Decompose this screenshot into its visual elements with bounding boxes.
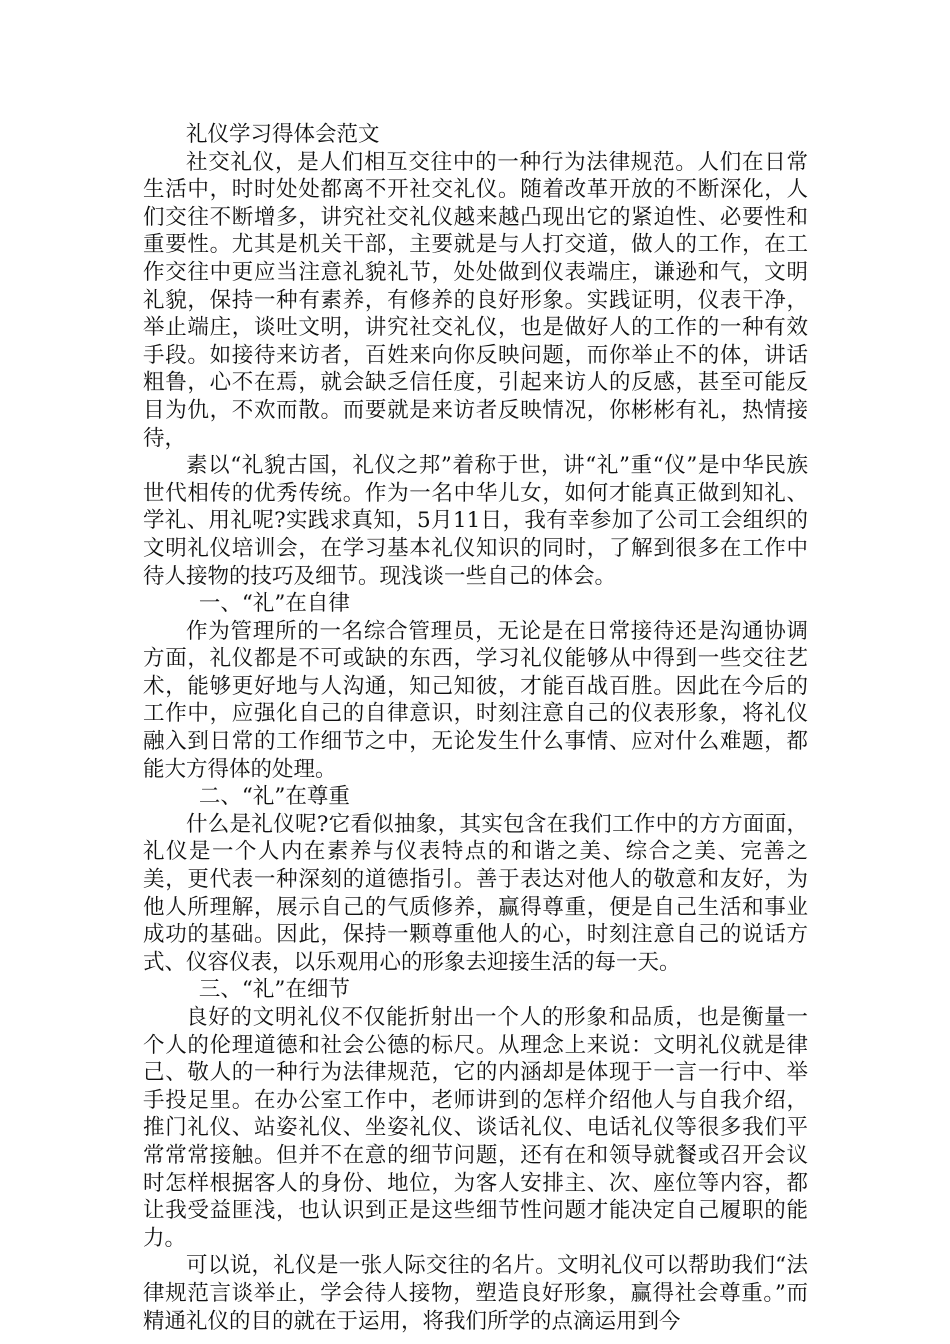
intro-paragraph: 社交礼仪，是人们相互交往中的一种行为法律规范。人们在日常生活中，时时处处都离不开社交礼仪。随着改革开放的不断深化，人们交往不断增多，讲究社交礼仪越来越凸现出它的紧迫性、必要性和重要性。尤其是机关干部，主要就是与人打交道，做人的工作，在工作交往中更应当注意礼貌礼节，处处做到仪表端庄，谦逊和气，文明礼貌，保持一种有素养，有修养的良好形象。实践证明，仪表干净，举止端庄，谈吐文明，讲究社交礼仪，也是做好人的工作的一种有效手段。如接待来访者，百姓来向你反映问题，而你举止不的体，讲话粗鲁，心不在焉，就会缺乏信任度，引起来访人的反感，甚至可能反目为仇，不欢而散。而要就是来访者反映情况，你彬彬有礼，热情接待， [143,149,808,451]
document-title: 礼仪学习得体会范文 [186,122,380,147]
section-text-respect: 什么是礼仪呢?它看似抽象，其实包含在我们工作中的方方面面，礼仪是一个人内在素养与仪表特点的和谐之美、综合之美、完善之美，更代表一种深刻的道德指引。善于表达对他人的敬意和友好，为他人所理解，展示自己的气质修养，赢得尊重，便是自己生活和事业成功的基础。因此，保持一颗尊重他人的心，时刻注意自己的说话方式、仪容仪表，以乐观用心的形象去迎接生活的每一天。 [143,811,808,975]
section-heading-respect: 二、“礼”在尊重 [198,784,350,810]
document-body [143,121,808,1335]
section-heading-details: 三、“礼”在细节 [198,977,350,1003]
closing-paragraph: 可以说，礼仪是一张人际交往的名片。文明礼仪可以帮助我们“法律规范言谈举止，学会待人接物，塑造良好形象，赢得社会尊重。”而精通礼仪的目的就在于运用，将我们所学的点滴运用到今 [143,1253,808,1334]
section-heading-self-discipline: 一、“礼”在自律 [198,591,350,617]
background-paragraph: 素以“礼貌古国，礼仪之邦”着称于世，讲“礼”重“仪”是中华民族世代相传的优秀传统。作为一名中华儿女，如何才能真正做到知礼、学礼、用礼呢?实践求真知，5月11日，我有幸参加了公司工会组织的文明礼仪培训会，在学习基本礼仪知识的同时，了解到很多在工作中待人接物的技巧及细节。现浅谈一些自己的体会。 [143,453,808,589]
section-text-self-discipline: 作为管理所的一名综合管理员，无论是在日常接待还是沟通协调方面，礼仪都是不可或缺的东西，学习礼仪能够从中得到一些交往艺术，能够更好地与人沟通，知己知彼，才能百战百胜。因此在今后的工作中，应强化自己的自律意识，时刻注意自己的仪表形象，将礼仪融入到日常的工作细节之中，无论发生什么事情、应对什么难题，都能大方得体的处理。 [143,618,808,782]
section-text-details: 良好的文明礼仪不仅能折射出一个人的形象和品质，也是衡量一个人的伦理道德和社会公德的标尺。从理念上来说：文明礼仪就是律己、敬人的一种行为法律规范，它的内涵却是体现于一言一行中、举手投足里。在办公室工作中，老师讲到的怎样介绍他人与自我介绍，推门礼仪、站姿礼仪、坐姿礼仪、谈话礼仪、电话礼仪等很多我们平常常常接触。但并不在意的细节问题，还有在和领导就餐或召开会议时怎样根据客人的身份、地位，为客人安排主、次、座位等内容，都让我受益匪浅，也认识到正是这些细节性问题才能决定自己履职的能力。 [143,1005,808,1251]
